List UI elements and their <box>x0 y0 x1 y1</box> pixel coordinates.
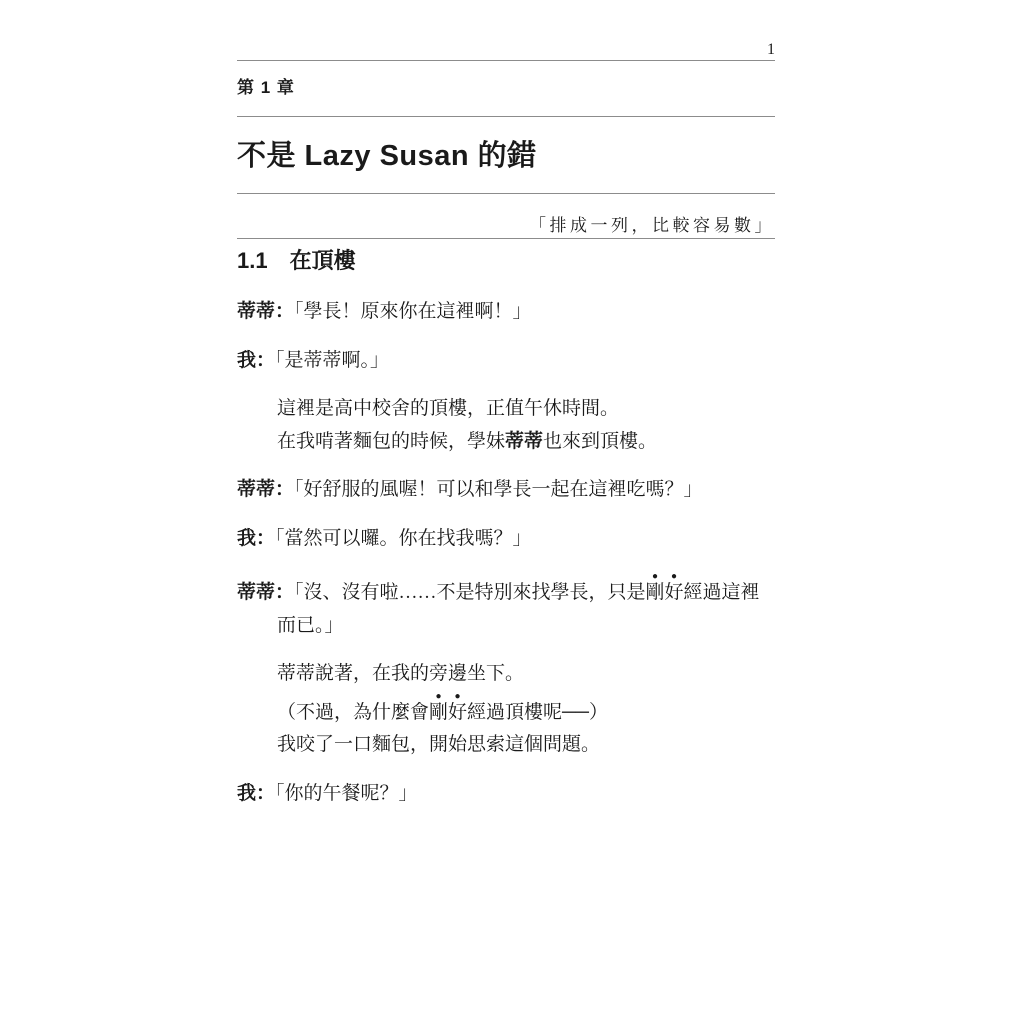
section-heading <box>237 246 775 276</box>
header-rule <box>237 60 775 61</box>
page-number: 1 <box>767 41 775 58</box>
character-name: 蒂蒂 <box>505 430 544 452</box>
dialogue-paragraph <box>237 296 775 329</box>
epigraph: 「排成一列，比較容易數」 <box>529 216 775 235</box>
text-segment: 「好舒服的風喔！可以和學長一起在這裡吃嗎？」 <box>294 479 703 500</box>
text-segment: 經過頂樓呢──） <box>467 701 608 723</box>
book-page <box>237 0 775 810</box>
section-title: 在頂樓 <box>289 248 356 273</box>
dialogue-paragraph <box>237 474 775 507</box>
character-name: 我： <box>237 349 276 371</box>
text-segment: 蒂蒂說著，在我的旁邊坐下。 <box>277 663 525 684</box>
section-number: 1.1 <box>237 248 268 273</box>
chapter-label: 第 1 章 <box>237 78 295 97</box>
dialogue-paragraph <box>237 778 775 811</box>
text-segment: 「學長！原來你在這裡啊！」 <box>294 301 532 322</box>
dialogue-paragraph <box>237 571 775 642</box>
text-segment: 「當然可以囉。你在找我嗎？」 <box>275 527 532 549</box>
emphasized-text: 剛好 <box>429 701 468 723</box>
text-segment: 「沒、沒有啦……不是特別來找學長，只是 <box>294 582 646 603</box>
chapter-label-rule <box>237 116 775 117</box>
character-name: 蒂蒂： <box>237 479 295 500</box>
character-name: 我： <box>237 782 276 804</box>
dialogue-paragraph <box>237 523 775 556</box>
text-segment: 這裡是高中校舍的頂樓，正值午休時間。 <box>277 398 620 419</box>
emphasized-text: 剛好 <box>645 582 684 603</box>
text-segment: 「是蒂蒂啊。」 <box>275 349 390 371</box>
chapter-title: 不是 Lazy Susan 的錯 <box>237 140 537 172</box>
text-segment: 經過這裡而已。」 <box>277 582 760 636</box>
text-segment: 也來到頂樓。 <box>543 430 658 452</box>
narration-paragraph <box>237 658 775 762</box>
character-name: 我： <box>237 527 276 549</box>
character-name: 蒂蒂： <box>237 301 295 322</box>
text-segment: 我咬了一口麵包，開始思索這個問題。 <box>277 734 601 755</box>
text-segment: （不過，為什麼會 <box>277 701 430 723</box>
character-name: 蒂蒂： <box>237 582 295 603</box>
text-segment: 「你的午餐呢？」 <box>275 782 418 804</box>
section-rule <box>237 238 775 239</box>
narration-paragraph <box>237 393 775 458</box>
text-segment: 在我啃著麵包的時候，學妹 <box>277 430 506 452</box>
dialogue-paragraph <box>237 345 775 378</box>
chapter-title-rule <box>237 193 775 194</box>
body-text <box>237 296 775 810</box>
